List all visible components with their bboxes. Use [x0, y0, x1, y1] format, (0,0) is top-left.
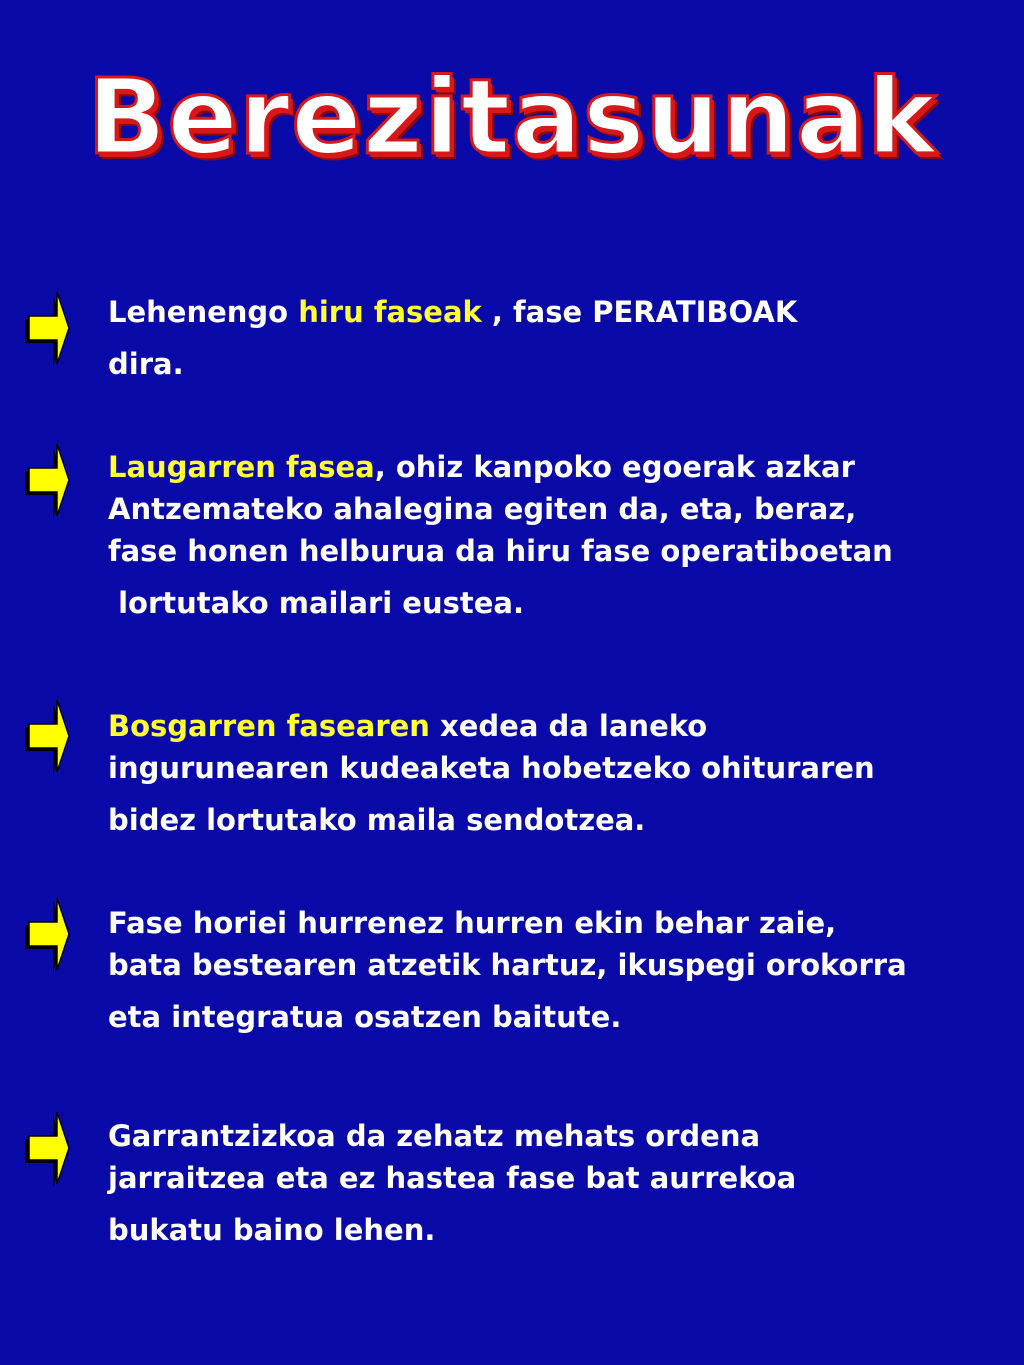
highlight-text: Bosgarren fasearen	[108, 709, 430, 743]
text-line: bata bestearen atzetik hartuz, ikuspegi orokorra	[108, 948, 907, 982]
arrow-bullet-icon	[24, 1106, 74, 1190]
text-line: Antzemateko ahalegina egiten da, eta, beraz,	[108, 492, 857, 526]
text-line: bidez lortutako maila sendotzea.	[108, 803, 646, 837]
arrow-bullet-icon	[24, 892, 74, 976]
highlight-text: hiru faseak	[298, 295, 482, 329]
text-line: Garrantzizkoa da zehatz mehats ordena	[108, 1119, 761, 1153]
bullet-text-2	[108, 446, 1020, 624]
bullet-text-3	[108, 705, 1020, 841]
text-line: Fase horiei hurrenez hurren ekin behar zaie,	[108, 906, 837, 940]
text-line: jarraitzea eta ez hastea fase bat aurrekoa	[108, 1161, 797, 1195]
text-line: ingurunearen kudeaketa hobetzeko ohituraren	[108, 751, 875, 785]
bullet-text-4	[108, 902, 1020, 1038]
arrow-bullet-icon	[24, 286, 74, 370]
arrow-bullet-icon	[24, 694, 74, 778]
highlight-text: Laugarren fasea	[108, 450, 375, 484]
text-line: fase honen helburua da hiru fase operatiboetan	[108, 534, 893, 568]
text-segment: Lehenengo	[108, 295, 299, 329]
bullet-text-1	[108, 291, 1020, 385]
text-line: lortutako mailari eustea.	[108, 586, 524, 620]
text-segment: , fase PERATIBOAK	[481, 295, 798, 329]
bullet-text-5	[108, 1115, 1020, 1251]
text-segment: xedea da laneko	[429, 709, 708, 743]
text-line: dira.	[108, 347, 184, 381]
slide-title: Berezitasunak	[86, 56, 938, 178]
text-line: bukatu baino lehen.	[108, 1213, 436, 1247]
text-segment: , ohiz kanpoko egoerak azkar	[374, 450, 855, 484]
text-line: eta integratua osatzen baitute.	[108, 1000, 622, 1034]
arrow-bullet-icon	[24, 438, 74, 522]
